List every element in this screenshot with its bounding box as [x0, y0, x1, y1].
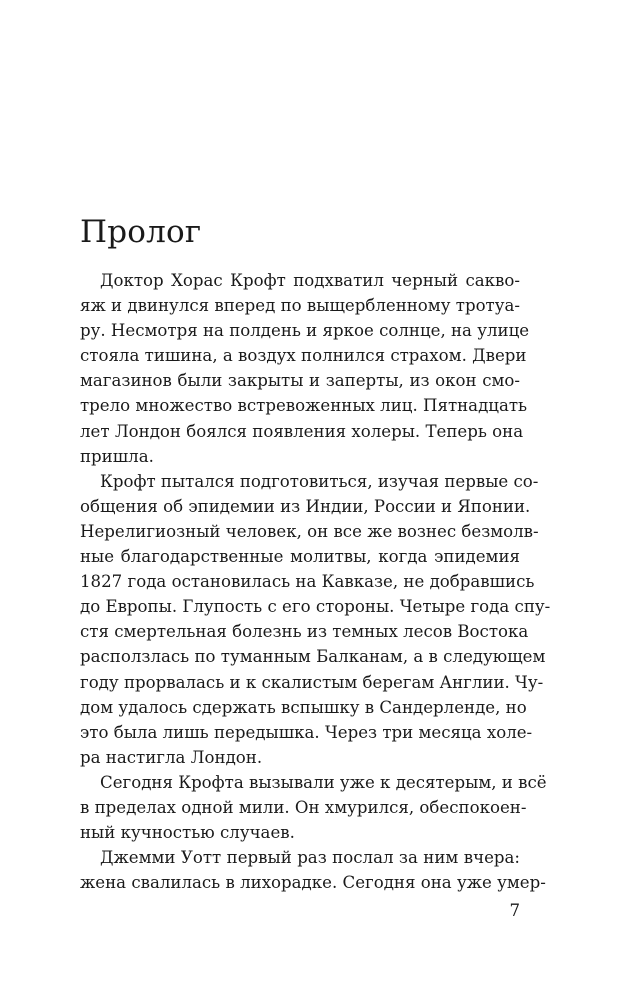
paragraph — [80, 469, 551, 770]
text-line: ру. Несмотря на полдень и яркое солнце, на улице — [80, 321, 530, 341]
text-line: трело множество встревоженных лиц. Пятнадцать — [80, 396, 528, 416]
text-line: Нерелигиозный человек, он все же вознес безмолв- — [80, 521, 539, 541]
text-line: яж и двинулся вперед по выщербленному тротуа- — [80, 296, 520, 316]
text-line: стояла тишина, а воздух полнился страхом. Двери — [80, 346, 527, 366]
text-line: стя смертельная болезнь из темных лесов Востока — [80, 622, 529, 642]
text-line: ра настигла Лондон. — [80, 747, 263, 767]
text-line: до Европы. Глупость с его стороны. Четыре года спу- — [80, 597, 551, 617]
text-line: ные благодарственные молитвы, когда эпидемия — [80, 547, 520, 567]
text-line: году прорвалась и к скалистым берегам Англии. Чу- — [80, 672, 544, 692]
text-line: это была лишь передышка. Через три месяца холе- — [80, 722, 533, 742]
text-line: лет Лондон боялся появления холеры. Теперь она — [80, 421, 524, 441]
text-line: жена свалилась в лихорадке. Сегодня она уже умер- — [80, 873, 546, 893]
text-line: пришла. — [80, 446, 154, 466]
text-line: расползлась по туманным Балканам, а в следующем — [80, 647, 546, 667]
text-line: Джемми Уотт первый раз послал за ним вчера: — [100, 848, 520, 868]
paragraph — [80, 770, 547, 845]
text-line: общения об эпидемии из Индии, России и Японии. — [80, 496, 531, 516]
paragraph — [80, 845, 546, 895]
text-line: магазинов были закрыты и заперты, из окон смо- — [80, 371, 520, 391]
text-line: Крофт пытался подготовиться, изучая первые со- — [100, 471, 539, 491]
text-line: в пределах одной мили. Он хмурился, обеспокоен- — [80, 797, 527, 817]
text-line: Доктор Хорас Крофт подхватил черный сакво- — [100, 271, 520, 290]
chapter-title: Пролог — [80, 214, 202, 250]
text-line: Сегодня Крофта вызывали уже к десятерым, и всё — [100, 772, 547, 792]
paragraph — [80, 268, 530, 469]
body-text — [80, 268, 551, 895]
text-line: ный кучностью случаев. — [80, 823, 295, 843]
page-number: 7 — [509, 901, 520, 920]
text-line: дом удалось сдержать вспышку в Сандерленде, но — [80, 697, 527, 717]
text-line: 1827 года остановилась на Кавказе, не добравшись — [80, 572, 535, 592]
